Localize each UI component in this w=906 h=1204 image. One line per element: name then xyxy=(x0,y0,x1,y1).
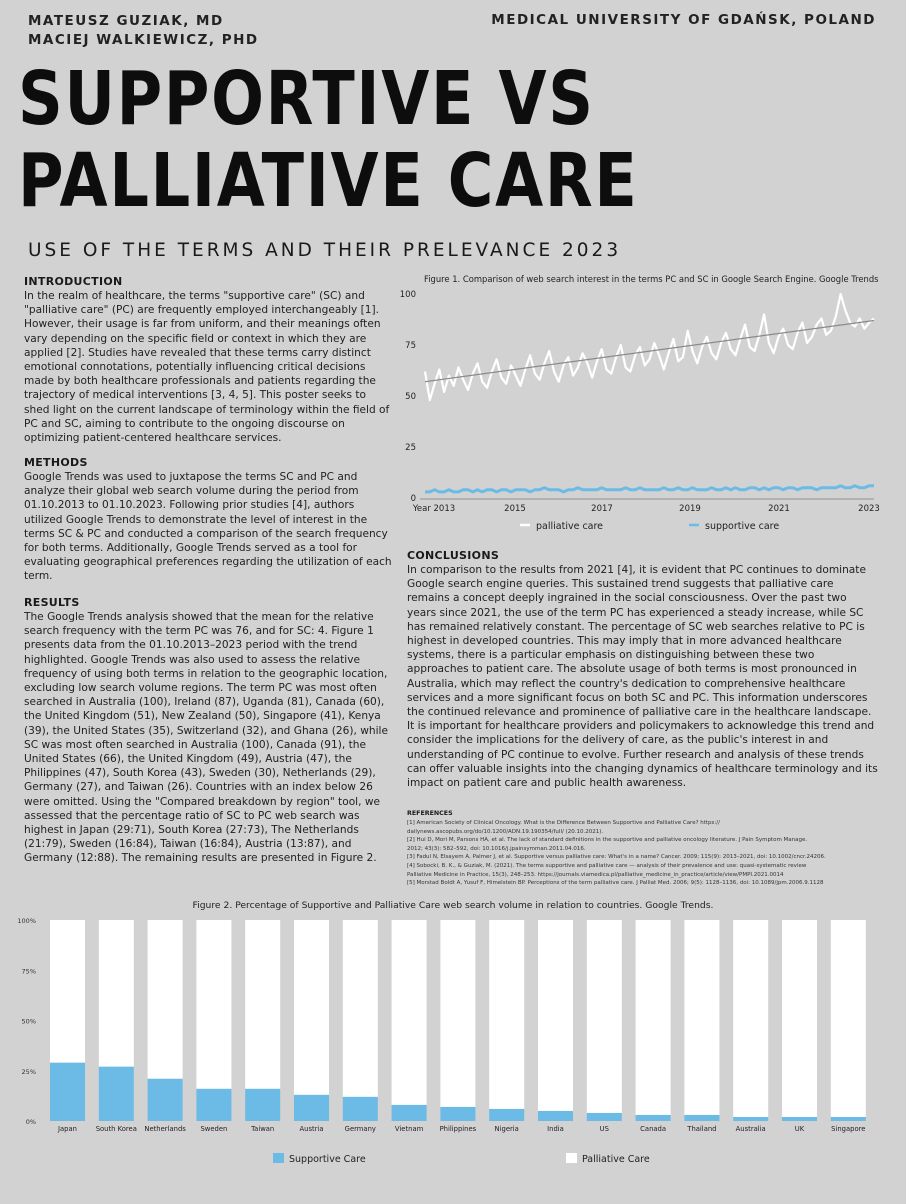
title-line-2: PALLIATIVE CARE xyxy=(18,138,639,224)
title-line-1: SUPPORTIVE VS xyxy=(18,56,595,142)
legend-swatch-palliative xyxy=(566,1153,577,1163)
x-tick-label: 2017 xyxy=(591,504,613,514)
y-tick-label: 50% xyxy=(21,1017,36,1026)
bar-palliative xyxy=(489,920,524,1109)
bar-supportive xyxy=(148,1079,183,1121)
x-tick-label: Nigeria xyxy=(494,1125,519,1133)
figure-1-caption: Figure 1. Comparison of web search interest in the terms PC and SC in Google Search Engine. Google Trends xyxy=(424,274,879,284)
references-section xyxy=(407,810,887,888)
conclusions-text: In comparison to the results from 2021 [4], it is evident that PC continues to dominate Google search engine queries. This sustained trend suggests that palliative care remains a concept deeply ingrained in the social consciousness. Over the past two years since 2021, the use of the term PC has experienced a steady increase, while SC has remained relatively constant. The percentage of SC web searches relative to PC is highest in developed countries. This may imply that in more advanced healthcare systems, there is a particular emphasis on distinguishing between these two approaches to patient care. The absolute usage of both terms is most pronounced in Australia, which may reflect the country's dedication to comprehensive healthcare services and a more significant focus on both SC and PC. This information underscores the continued relevance and prominence of palliative care in the healthcare landscape. It is important for healthcare providers and policymakers to acknowledge this trend and consider the implications for the delivery of care, as the public's interest in and understanding of PC continue to evolve. Further research and analysis of these trends can offer valuable insights into the changing dynamics of healthcare terminology and its impact on patient care and public health awareness. xyxy=(407,564,878,790)
reference-line: Palliative Medicine in Practice, 15(3), 248–253. https://journals.viamedica.pl/palliative_medicine_in_practice/article/view/PMPI.2021.0014 xyxy=(407,871,784,878)
x-tick-label: Canada xyxy=(640,1125,667,1133)
poster-title xyxy=(18,58,639,222)
legend-label-palliative: Palliative Care xyxy=(582,1154,650,1165)
bar-supportive xyxy=(831,1117,866,1121)
reference-line: [5] Morstad Boldt A, Yusuf F, Himelstein BP. Perceptions of the term palliative care. J Palliat Med. 2006; 9(5): 1128–1136, doi: 10.1089/jpm.2006.9.1128 xyxy=(407,880,824,887)
x-tick-label: Austria xyxy=(299,1125,324,1133)
x-tick-label: US xyxy=(599,1125,609,1133)
x-tick-label: Thailand xyxy=(687,1125,717,1133)
bar-palliative xyxy=(587,920,622,1113)
author-1: MATEUSZ GUZIAK, MD xyxy=(28,13,224,29)
reference-line: [1] American Society of Clinical Oncology. What is the Difference Between Supportive and Palliative Care? https:// xyxy=(407,820,720,826)
y-tick-label: 0% xyxy=(25,1118,36,1126)
introduction-section xyxy=(24,275,394,445)
bar-palliative xyxy=(148,920,183,1079)
x-tick-label: South Korea xyxy=(95,1125,137,1133)
supportive-care-line xyxy=(425,486,874,492)
reference-line: [4] Sobocki, B. K., & Guziak, M. (2021). The terms supportive and palliative care — analysis of their prevalence and use: quasi-systematic review xyxy=(407,862,807,869)
figure-1 xyxy=(399,272,882,540)
bar-palliative xyxy=(831,920,866,1117)
legend-label-supportive: Supportive Care xyxy=(289,1154,366,1165)
reference-line: [3] Fadul N, Elsayem A, Palmer J, et al. Supportive versus palliative care: What's in a name? Cancer. 2009; 115(9): 2013–2021, doi: 10.1002/cncr.24206. xyxy=(407,854,826,861)
x-tick-label: 2023 xyxy=(858,504,880,514)
bar-palliative xyxy=(50,920,85,1063)
x-tick-label: Taiwan xyxy=(251,1125,275,1133)
affiliation: MEDICAL UNIVERSITY OF GDAŃSK, POLAND xyxy=(491,12,876,28)
bar-palliative xyxy=(440,920,475,1107)
figure-1-chart xyxy=(399,272,882,540)
conclusions-heading: CONCLUSIONS xyxy=(407,549,500,562)
methods-heading: METHODS xyxy=(24,456,88,469)
bar-supportive xyxy=(684,1115,719,1121)
y-tick-label: 75% xyxy=(21,967,36,976)
methods-section xyxy=(24,456,394,584)
x-tick-label: Sweden xyxy=(200,1125,228,1133)
bar-supportive xyxy=(636,1115,671,1121)
bar-palliative xyxy=(196,920,231,1089)
poster-subtitle: USE OF THE TERMS AND THEIR PRELEVANCE 2023 xyxy=(28,240,622,261)
introduction-heading: INTRODUCTION xyxy=(24,275,123,288)
bar-palliative xyxy=(245,920,280,1089)
x-tick-label: 2015 xyxy=(504,504,526,514)
bar-supportive xyxy=(245,1089,280,1121)
figure-2-chart xyxy=(0,896,906,1200)
bar-supportive xyxy=(50,1063,85,1121)
y-tick-label: 100 xyxy=(399,290,416,300)
bar-palliative xyxy=(538,920,573,1111)
x-tick-label: Vietnam xyxy=(394,1125,424,1133)
x-tick-label: 2019 xyxy=(679,504,701,514)
bar-palliative xyxy=(636,920,671,1115)
methods-text: Google Trends was used to juxtapose the terms SC and PC and analyze their global web search volume during the period from 01.10.2013 to 01.10.2023. Following prior studies [4], authors utilized Google Trends to demonstrate the level of interest in the terms SC & PC and conducted a comparison of the search frequency for both terms. Additionally, Google Trends served as a tool for evaluating geographical preferences regarding the utilization of each term. xyxy=(24,471,392,583)
bar-supportive xyxy=(782,1117,817,1121)
x-tick-label: Germany xyxy=(344,1125,376,1133)
bar-palliative xyxy=(782,920,817,1117)
results-text: The Google Trends analysis showed that the mean for the relative search frequency with the term PC was 76, and for SC: 4. Figure 1 presents data from the 01.10.2013–2023 period with the trend highlighted. Google Trends was also used to assess the relative frequency of using both terms in relation to the geographic location, excluding low search volume regions. The term PC was most often searched in Australia (100), Ireland (87), Uganda (81), Canada (60), the United Kingdom (51), New Zealand (50), Singapore (41), Kenya (39), the United States (35), Switzerland (32), and Ghana (26), while SC was most often searched in Australia (100), Canada (91), the United States (66), the United Kingdom (49), Austria (47), the Philippines (47), South Korea (43), Sweden (30), Netherlands (29), Germany (27), and Taiwan (26). Countries with an index below 26 were omitted. Using the "Compared breakdown by region" tool, we assessed that the percentage ratio of SC to PC web search was highest in Japan (29:71), South Korea (27:73), The Netherlands (21:79), Sweden (16:84), Taiwan (16:84), Austria (13:87), and Germany (12:88). The remaining results are presented in Figure 2. xyxy=(24,611,389,865)
bar-palliative xyxy=(392,920,427,1105)
references-heading: REFERENCES xyxy=(407,810,453,817)
bar-supportive xyxy=(733,1117,768,1121)
palliative-care-line xyxy=(425,294,874,400)
x-tick-label: India xyxy=(547,1125,564,1133)
figure-2-caption: Figure 2. Percentage of Supportive and Palliative Care web search volume in relation to countries. Google Trends. xyxy=(192,900,714,911)
bar-supportive xyxy=(392,1105,427,1121)
legend-swatch-supportive xyxy=(273,1153,284,1163)
bar-supportive xyxy=(99,1067,134,1121)
x-tick-label: Philippines xyxy=(439,1125,477,1133)
bar-supportive xyxy=(587,1113,622,1121)
reference-line: [2] Hui D, Mori M, Parsons HA, et al. The lack of standard definitions in the supportive and palliative oncology literature. J Pain Symptom Manage. xyxy=(407,837,808,844)
bar-palliative xyxy=(294,920,329,1095)
x-tick-label: UK xyxy=(794,1125,805,1133)
x-tick-label: Singapore xyxy=(831,1125,866,1133)
y-tick-label: 75 xyxy=(405,341,416,351)
results-section xyxy=(24,596,394,866)
y-tick-label: 50 xyxy=(405,392,416,402)
authors xyxy=(28,12,259,50)
bar-palliative xyxy=(733,920,768,1117)
author-2: MACIEJ WALKIEWICZ, PHD xyxy=(28,32,259,48)
reference-line: dailynews.ascopubs.org/do/10.1200/ADN.19.190354/full/ (20.10.2021). xyxy=(407,828,604,835)
bar-palliative xyxy=(99,920,134,1067)
x-tick-label: Japan xyxy=(58,1125,77,1133)
figure-2 xyxy=(0,896,906,1200)
bar-supportive xyxy=(538,1111,573,1121)
bar-supportive xyxy=(440,1107,475,1121)
bar-supportive xyxy=(196,1089,231,1121)
x-tick-label: Year 2013 xyxy=(412,504,456,514)
results-heading: RESULTS xyxy=(24,596,80,609)
bar-palliative xyxy=(684,920,719,1115)
y-tick-label: 25 xyxy=(405,443,416,453)
x-tick-label: Netherlands xyxy=(144,1125,186,1133)
trend-line xyxy=(425,321,874,382)
legend-label-palliative: palliative care xyxy=(536,521,604,532)
reference-line: 2012; 43(3): 582–592, doi: 10.1016/j.jpainsymman.2011.04.016. xyxy=(407,845,586,852)
conclusions-section xyxy=(407,549,879,790)
bar-supportive xyxy=(343,1097,378,1121)
bar-supportive xyxy=(294,1095,329,1121)
x-tick-label: Australia xyxy=(735,1125,766,1133)
bar-supportive xyxy=(489,1109,524,1121)
y-tick-label: 25% xyxy=(21,1067,36,1076)
legend-label-supportive: supportive care xyxy=(705,521,780,532)
y-tick-label: 0 xyxy=(410,494,416,504)
x-tick-label: 2021 xyxy=(768,504,790,514)
introduction-text: In the realm of healthcare, the terms "supportive care" (SC) and "palliative care" (PC) are frequently employed interchangeably [1]. However, their usage is far from uniform, and their meanings often vary depending on the specific field or context in which they are applied [2]. Studies have revealed that these terms carry distinct emotional connotations, potentially influencing critical decisions made by both healthcare professionals and patients regarding the trajectory of medical interventions [3, 4, 5]. This poster seeks to shed light on the current landscape of terminology within the field of PC and SC, aiming to contribute to the ongoing discourse on optimizing patient-centered healthcare services. xyxy=(24,290,390,445)
bar-palliative xyxy=(343,920,378,1097)
y-tick-label: 100% xyxy=(17,917,36,925)
